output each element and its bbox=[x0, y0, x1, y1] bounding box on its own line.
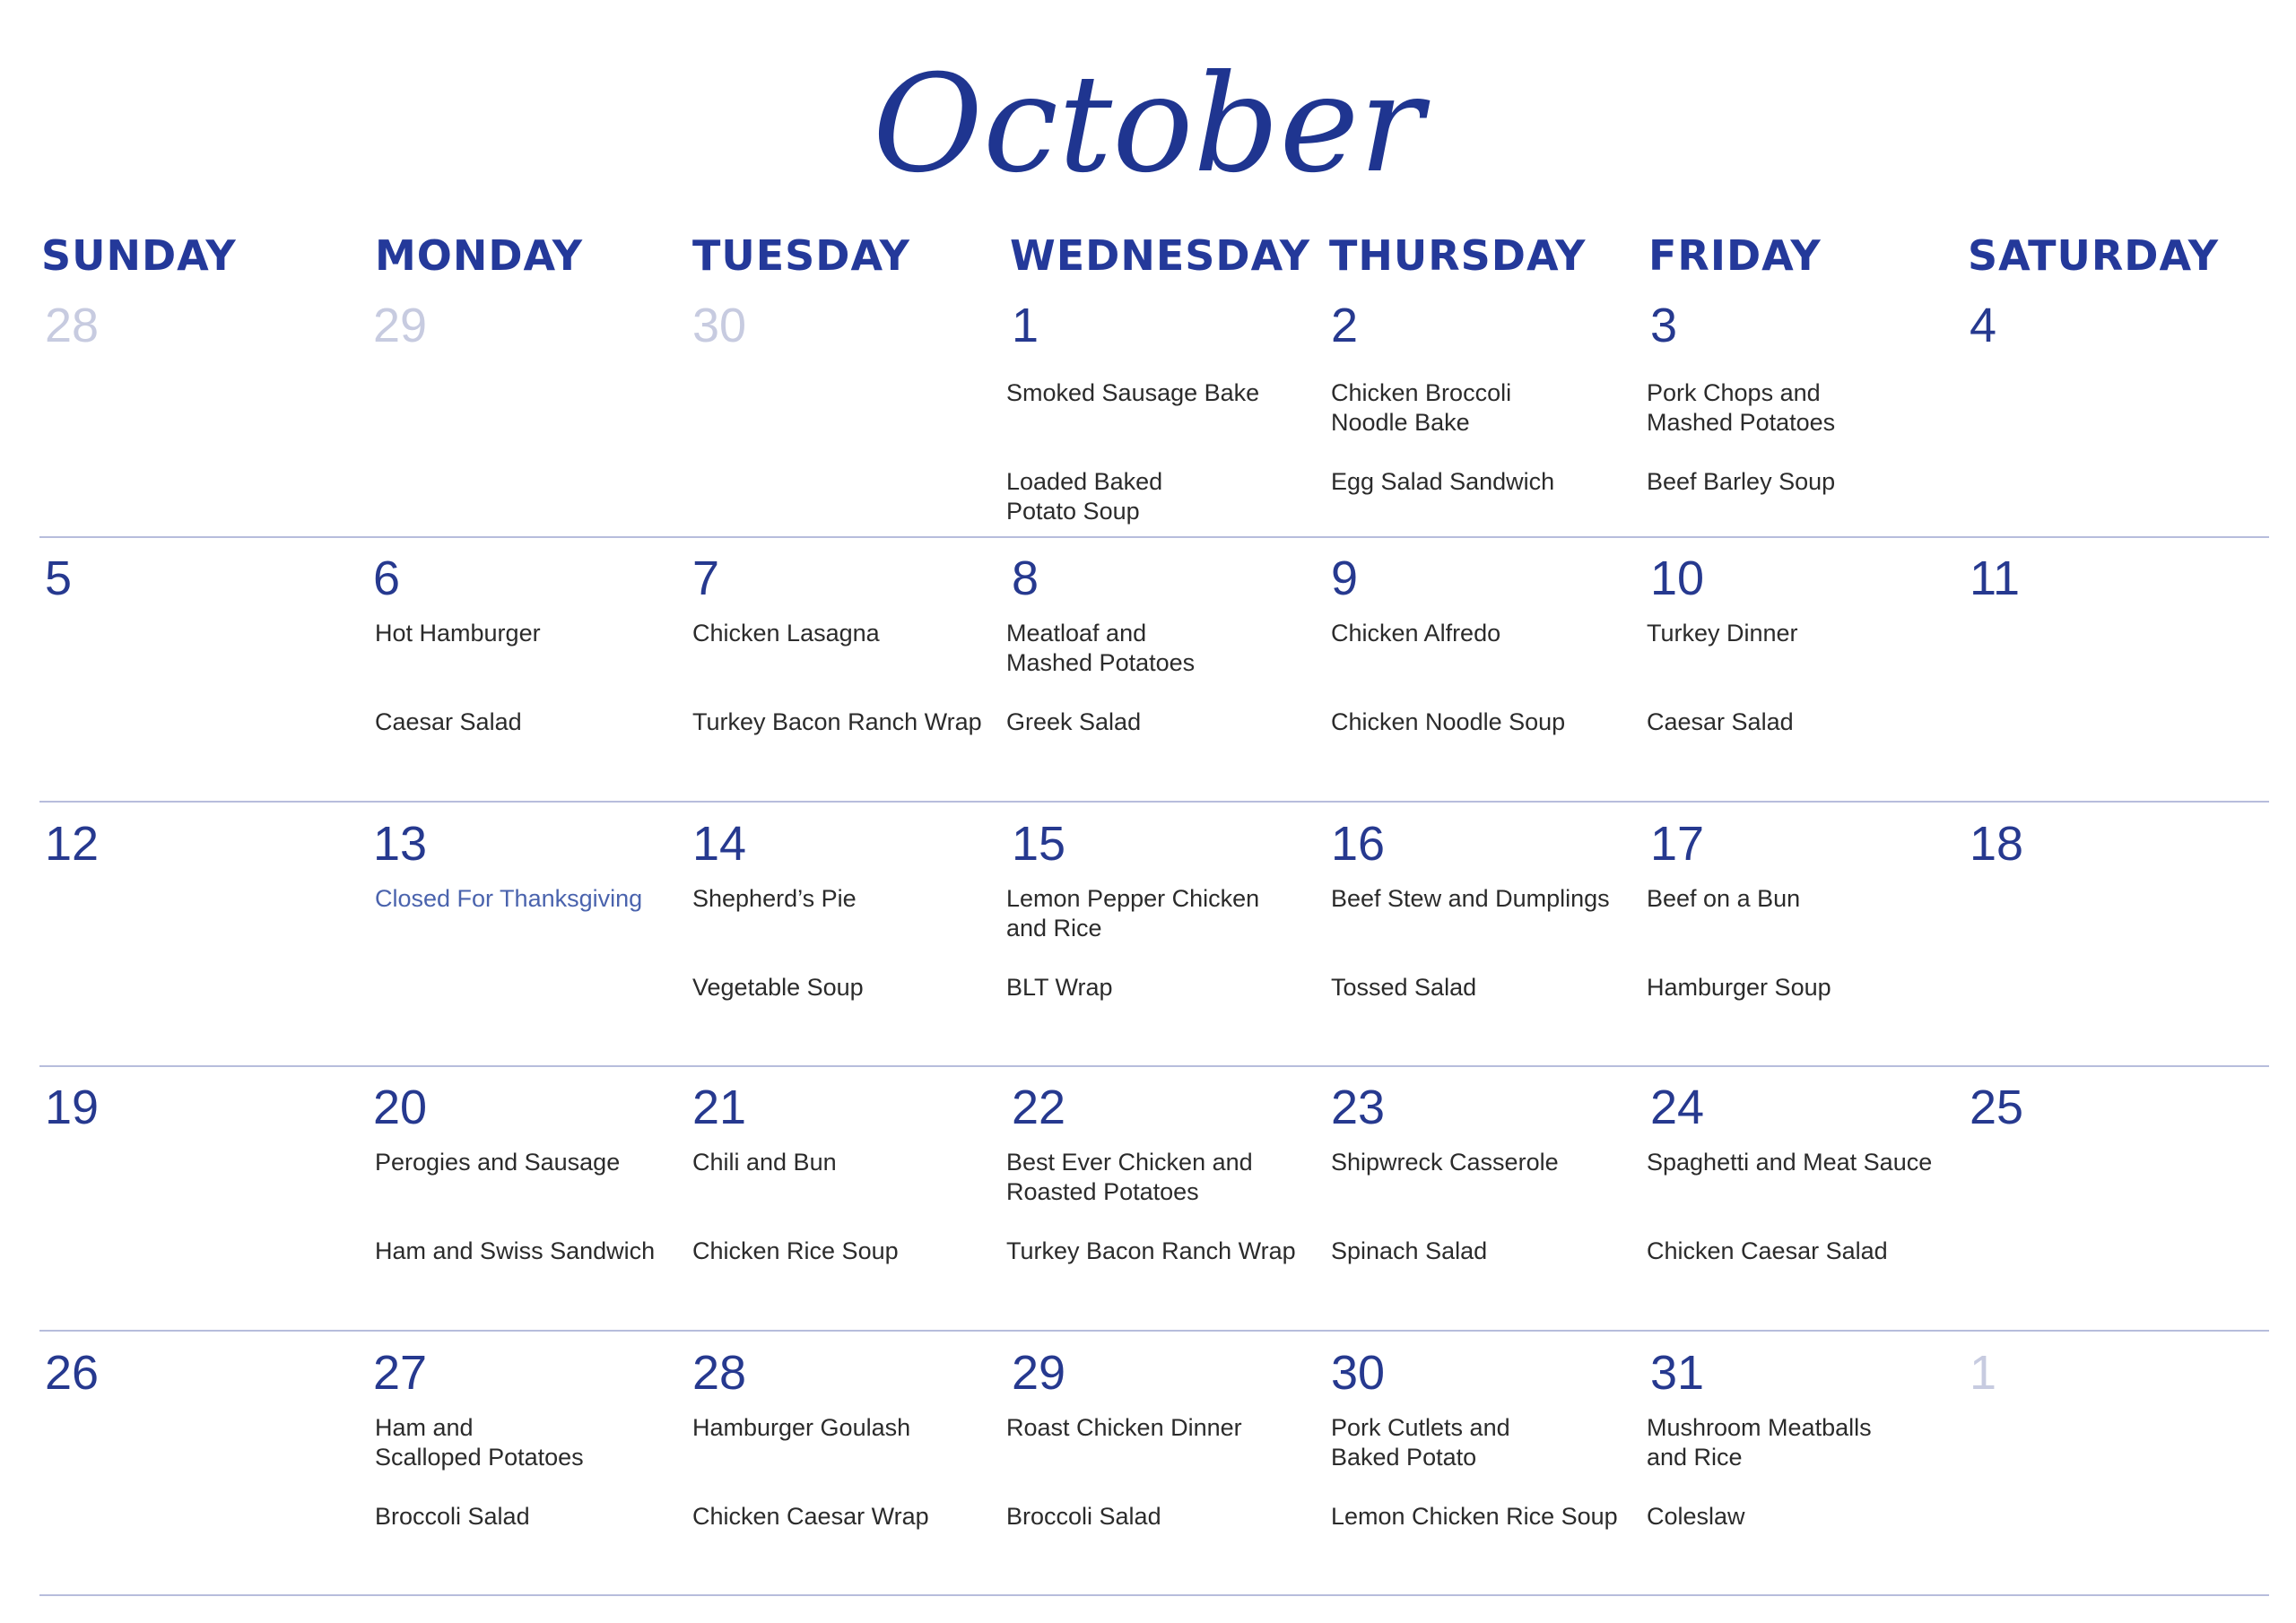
day-number: 11 bbox=[1970, 551, 2021, 605]
main-dish: Spaghetti and Meat Sauce bbox=[1647, 1149, 1933, 1176]
side-dish: Spinach Salad bbox=[1331, 1237, 1488, 1264]
main-dish: Beef on a Bun bbox=[1647, 885, 1801, 912]
day-number: 1 bbox=[1012, 299, 1039, 352]
day-number: 16 bbox=[1331, 817, 1386, 871]
day-number: 29 bbox=[373, 299, 428, 352]
side-dish: Chicken Noodle Soup bbox=[1331, 708, 1566, 735]
side-dish: Coleslaw bbox=[1647, 1503, 1745, 1530]
month-title-script bbox=[0, 0, 2296, 197]
side-dish: Egg Salad Sandwich bbox=[1331, 468, 1555, 495]
day-number: 7 bbox=[692, 551, 720, 605]
main-dish: Chili and Bun bbox=[692, 1149, 837, 1176]
side-dish: Vegetable Soup bbox=[692, 974, 864, 1001]
week-divider bbox=[39, 536, 2269, 538]
day-number: 14 bbox=[692, 817, 747, 871]
month-title-text: October bbox=[872, 47, 1424, 197]
main-dish: Pork Cutlets and Baked Potato bbox=[1331, 1414, 1510, 1471]
day-number: 31 bbox=[1650, 1346, 1705, 1400]
side-dish: Greek Salad bbox=[1006, 708, 1142, 735]
day-number: 18 bbox=[1970, 817, 2024, 871]
day-number: 29 bbox=[1012, 1346, 1066, 1400]
day-number: 26 bbox=[45, 1346, 100, 1400]
closed-note: Closed For Thanksgiving bbox=[375, 885, 643, 912]
week-divider bbox=[39, 1330, 2269, 1332]
side-dish: Loaded Baked Potato Soup bbox=[1006, 468, 1163, 525]
day-number: 27 bbox=[373, 1346, 428, 1400]
day-header-thursday: THURSDAY bbox=[1329, 231, 1587, 280]
day-number: 19 bbox=[45, 1081, 100, 1134]
day-number: 4 bbox=[1970, 299, 1997, 352]
side-dish: Tossed Salad bbox=[1331, 974, 1477, 1001]
main-dish: Mushroom Meatballs and Rice bbox=[1647, 1414, 1872, 1471]
side-dish: BLT Wrap bbox=[1006, 974, 1113, 1001]
side-dish: Turkey Bacon Ranch Wrap bbox=[1006, 1237, 1296, 1264]
main-dish: Beef Stew and Dumplings bbox=[1331, 885, 1610, 912]
week-divider bbox=[39, 1594, 2269, 1596]
main-dish: Hot Hamburger bbox=[375, 620, 541, 647]
main-dish: Ham and Scalloped Potatoes bbox=[375, 1414, 584, 1471]
main-dish: Pork Chops and Mashed Potatoes bbox=[1647, 379, 1836, 436]
day-number: 3 bbox=[1650, 299, 1678, 352]
day-number: 10 bbox=[1650, 551, 1705, 605]
main-dish: Perogies and Sausage bbox=[375, 1149, 621, 1176]
day-header-tuesday: TUESDAY bbox=[692, 231, 910, 280]
day-header-wednesday: WEDNESDAY bbox=[1010, 231, 1311, 280]
day-number: 21 bbox=[692, 1081, 747, 1134]
side-dish: Ham and Swiss Sandwich bbox=[375, 1237, 656, 1264]
main-dish: Smoked Sausage Bake bbox=[1006, 379, 1260, 406]
week-divider bbox=[39, 801, 2269, 803]
side-dish: Turkey Bacon Ranch Wrap bbox=[692, 708, 982, 735]
side-dish: Chicken Caesar Wrap bbox=[692, 1503, 929, 1530]
day-number: 25 bbox=[1970, 1081, 2024, 1134]
main-dish: Best Ever Chicken and Roasted Potatoes bbox=[1006, 1149, 1253, 1205]
day-number: 12 bbox=[45, 817, 100, 871]
day-number: 6 bbox=[373, 551, 401, 605]
main-dish: Hamburger Goulash bbox=[692, 1414, 911, 1441]
day-number: 8 bbox=[1012, 551, 1039, 605]
day-number: 2 bbox=[1331, 299, 1359, 352]
day-header-sunday: SUNDAY bbox=[41, 231, 237, 280]
day-number: 17 bbox=[1650, 817, 1705, 871]
main-dish: Roast Chicken Dinner bbox=[1006, 1414, 1242, 1441]
side-dish: Lemon Chicken Rice Soup bbox=[1331, 1503, 1618, 1530]
side-dish: Beef Barley Soup bbox=[1647, 468, 1836, 495]
day-number: 13 bbox=[373, 817, 428, 871]
day-number: 30 bbox=[1331, 1346, 1386, 1400]
main-dish: Chicken Lasagna bbox=[692, 620, 880, 647]
day-number: 5 bbox=[45, 551, 73, 605]
day-number: 20 bbox=[373, 1081, 428, 1134]
side-dish: Broccoli Salad bbox=[1006, 1503, 1161, 1530]
main-dish: Chicken Broccoli Noodle Bake bbox=[1331, 379, 1512, 436]
day-number: 15 bbox=[1012, 817, 1066, 871]
side-dish: Broccoli Salad bbox=[375, 1503, 530, 1530]
side-dish: Hamburger Soup bbox=[1647, 974, 1831, 1001]
day-number: 24 bbox=[1650, 1081, 1705, 1134]
day-number: 28 bbox=[45, 299, 100, 352]
main-dish: Chicken Alfredo bbox=[1331, 620, 1501, 647]
main-dish: Meatloaf and Mashed Potatoes bbox=[1006, 620, 1196, 676]
main-dish: Shepherd’s Pie bbox=[692, 885, 857, 912]
day-header-friday: FRIDAY bbox=[1648, 231, 1822, 280]
day-number: 9 bbox=[1331, 551, 1359, 605]
day-header-monday: MONDAY bbox=[375, 231, 584, 280]
side-dish: Chicken Caesar Salad bbox=[1647, 1237, 1888, 1264]
side-dish: Caesar Salad bbox=[1647, 708, 1794, 735]
day-number: 28 bbox=[692, 1346, 747, 1400]
month-title bbox=[0, 0, 2296, 197]
day-number: 22 bbox=[1012, 1081, 1066, 1134]
side-dish: Caesar Salad bbox=[375, 708, 522, 735]
main-dish: Shipwreck Casserole bbox=[1331, 1149, 1559, 1176]
side-dish: Chicken Rice Soup bbox=[692, 1237, 899, 1264]
week-divider bbox=[39, 1065, 2269, 1067]
day-number: 23 bbox=[1331, 1081, 1386, 1134]
day-header-saturday: SATURDAY bbox=[1968, 231, 2220, 280]
day-number: 1 bbox=[1970, 1346, 1997, 1400]
main-dish: Lemon Pepper Chicken and Rice bbox=[1006, 885, 1260, 942]
day-number: 30 bbox=[692, 299, 747, 352]
main-dish: Turkey Dinner bbox=[1647, 620, 1798, 647]
